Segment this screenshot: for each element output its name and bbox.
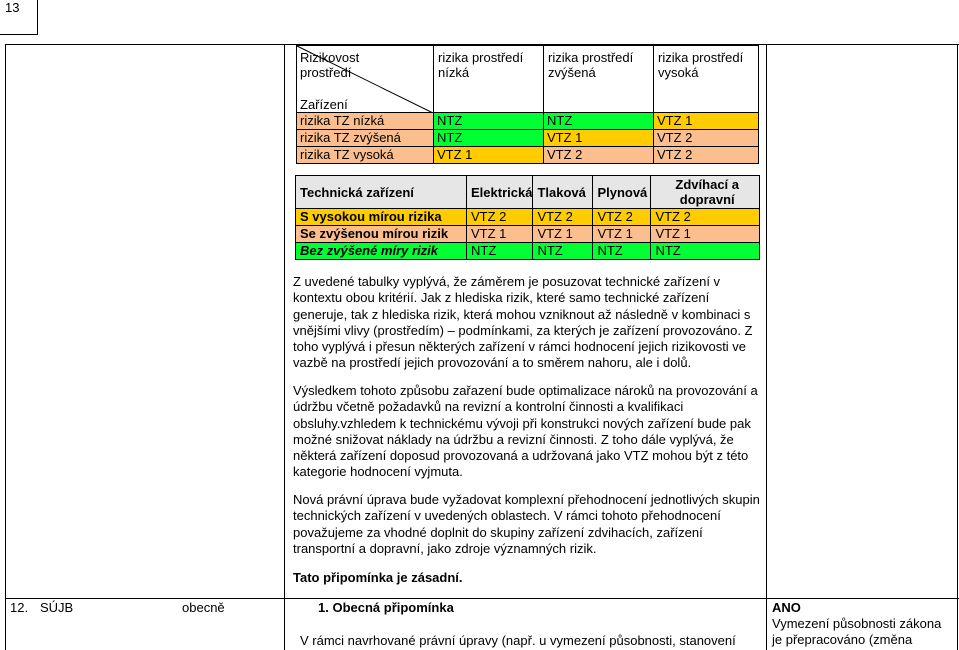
answer-label: ANO — [772, 600, 801, 615]
row-number: 12. — [10, 600, 29, 615]
row-label: Se zvýšenou mírou rizik — [296, 226, 467, 243]
equipment-cell: NTZ — [533, 243, 593, 260]
equipment-cell: VTZ 1 — [593, 226, 651, 243]
matrix-col-header: rizika prostředí vysoká — [658, 50, 744, 80]
equipment-header: Technická zařízení — [296, 176, 467, 209]
row-organization: SÚJB — [40, 600, 74, 615]
row-label: rizika TZ vysoká — [297, 147, 434, 164]
equipment-cell: VTZ 1 — [533, 226, 593, 243]
matrix-cell: NTZ — [434, 113, 544, 130]
page-number-box — [0, 0, 38, 35]
table-row — [296, 176, 760, 209]
equipment-header: Plynová — [593, 176, 651, 209]
matrix-col-header: rizika prostředí nízká — [438, 50, 524, 80]
comment-text: V rámci navrhované právní úpravy (např. u vymezení působnosti, stanovení — [300, 633, 736, 648]
matrix-cell: VTZ 1 — [544, 130, 654, 147]
matrix-corner-top: Rizikovost prostředí — [300, 50, 360, 80]
row-label: rizika TZ nízká — [297, 113, 434, 130]
paragraph-result: Výsledkem tohoto způsobu zařazení bude optimalizace nároků na provozování a údržbu včetně požadavků na revizní a kontrolní činnosti a kvalifikaci obsluhy.vzhledem k technickému vývoji při konstrukci nových zařízení bude pak možné snižovat náklady na údržbu a revizní činnosti. Z toho dále vyplývá, že některá zařízení doposud provozovaná a udržovaná jako VTZ mohou být z této kategorie hodnocení vyjmuta. — [293, 383, 758, 480]
matrix-cell: VTZ 1 — [654, 113, 759, 130]
comment-heading: 1. Obecná připomínka — [318, 600, 454, 615]
matrix-cell: VTZ 2 — [654, 147, 759, 164]
equipment-cell: VTZ 2 — [593, 209, 651, 226]
equipment-header: Tlaková — [533, 176, 593, 209]
table-row — [297, 113, 759, 130]
row-label: S vysokou mírou rizika — [296, 209, 467, 226]
page-number: 13 — [5, 0, 20, 15]
equipment-cell: NTZ — [467, 243, 533, 260]
matrix-cell: VTZ 2 — [654, 130, 759, 147]
matrix-cell: NTZ — [434, 130, 544, 147]
answer-text: Vymezení působnosti zákona je přepracováno (změna — [772, 616, 942, 647]
table-row — [296, 226, 760, 243]
equipment-cell: VTZ 1 — [467, 226, 533, 243]
frame-left — [5, 44, 6, 650]
matrix-col-header: rizika prostředí zvýšená — [548, 50, 634, 80]
equipment-cell: NTZ — [651, 243, 760, 260]
row-type: obecně — [182, 600, 225, 615]
row-divider — [5, 598, 959, 599]
equipment-cell: VTZ 2 — [651, 209, 760, 226]
equipment-header: Elektrická — [467, 176, 533, 209]
risk-matrix-rows — [296, 112, 759, 164]
matrix-corner-bottom: Zařízení — [300, 97, 348, 112]
frame-col-divider — [284, 44, 285, 650]
equipment-cell: NTZ — [593, 243, 651, 260]
equipment-header: Zdvíhací a dopravní — [651, 176, 760, 209]
paragraph-essential: Tato připomínka je zásadní. — [293, 570, 463, 585]
equipment-cell: VTZ 2 — [467, 209, 533, 226]
table-row — [296, 243, 760, 260]
row-label: rizika TZ zvýšená — [297, 130, 434, 147]
table-row — [296, 209, 760, 226]
matrix-cell: VTZ 1 — [434, 147, 544, 164]
frame-right — [957, 44, 958, 650]
equipment-cell: VTZ 2 — [533, 209, 593, 226]
matrix-cell: NTZ — [544, 113, 654, 130]
paragraph-context: Z uvedené tabulky vyplývá, že záměrem je posuzovat technické zařízení v kontextu obou kritérií. Jak z hlediska rizik, které samo technické zařízení generuje, tak z hlediska rizik, která mohou vzniknout až následně v kombinaci s vnějšími vlivy (prostředím) – podmínkami, za kterých je zařízení provozováno. Z toho vyplývá i přesun některých zařízení v rámci hodnocení jejich rizikovosti ve vazbě na prostředí jejich provozování a to směrem nahoru, ale i dolů. — [293, 274, 753, 371]
equipment-table — [295, 175, 760, 260]
paragraph-new-regulation: Nová právní úprava bude vyžadovat komplexní přehodnocení jednotlivých skupin technických zařízení v uvedených oblastech. V rámci tohoto přehodnocení považujeme za vhodné doplnit do skupiny zařízení zdvihacích, zařízení transportní a dopravní, jako zdroje významných rizik. — [293, 492, 760, 556]
table-row — [297, 130, 759, 147]
equipment-cell: VTZ 1 — [651, 226, 760, 243]
row-label: Bez zvýšené míry rizik — [296, 243, 467, 260]
table-row — [297, 147, 759, 164]
matrix-cell: VTZ 2 — [544, 147, 654, 164]
frame-col-divider-2 — [766, 44, 767, 650]
